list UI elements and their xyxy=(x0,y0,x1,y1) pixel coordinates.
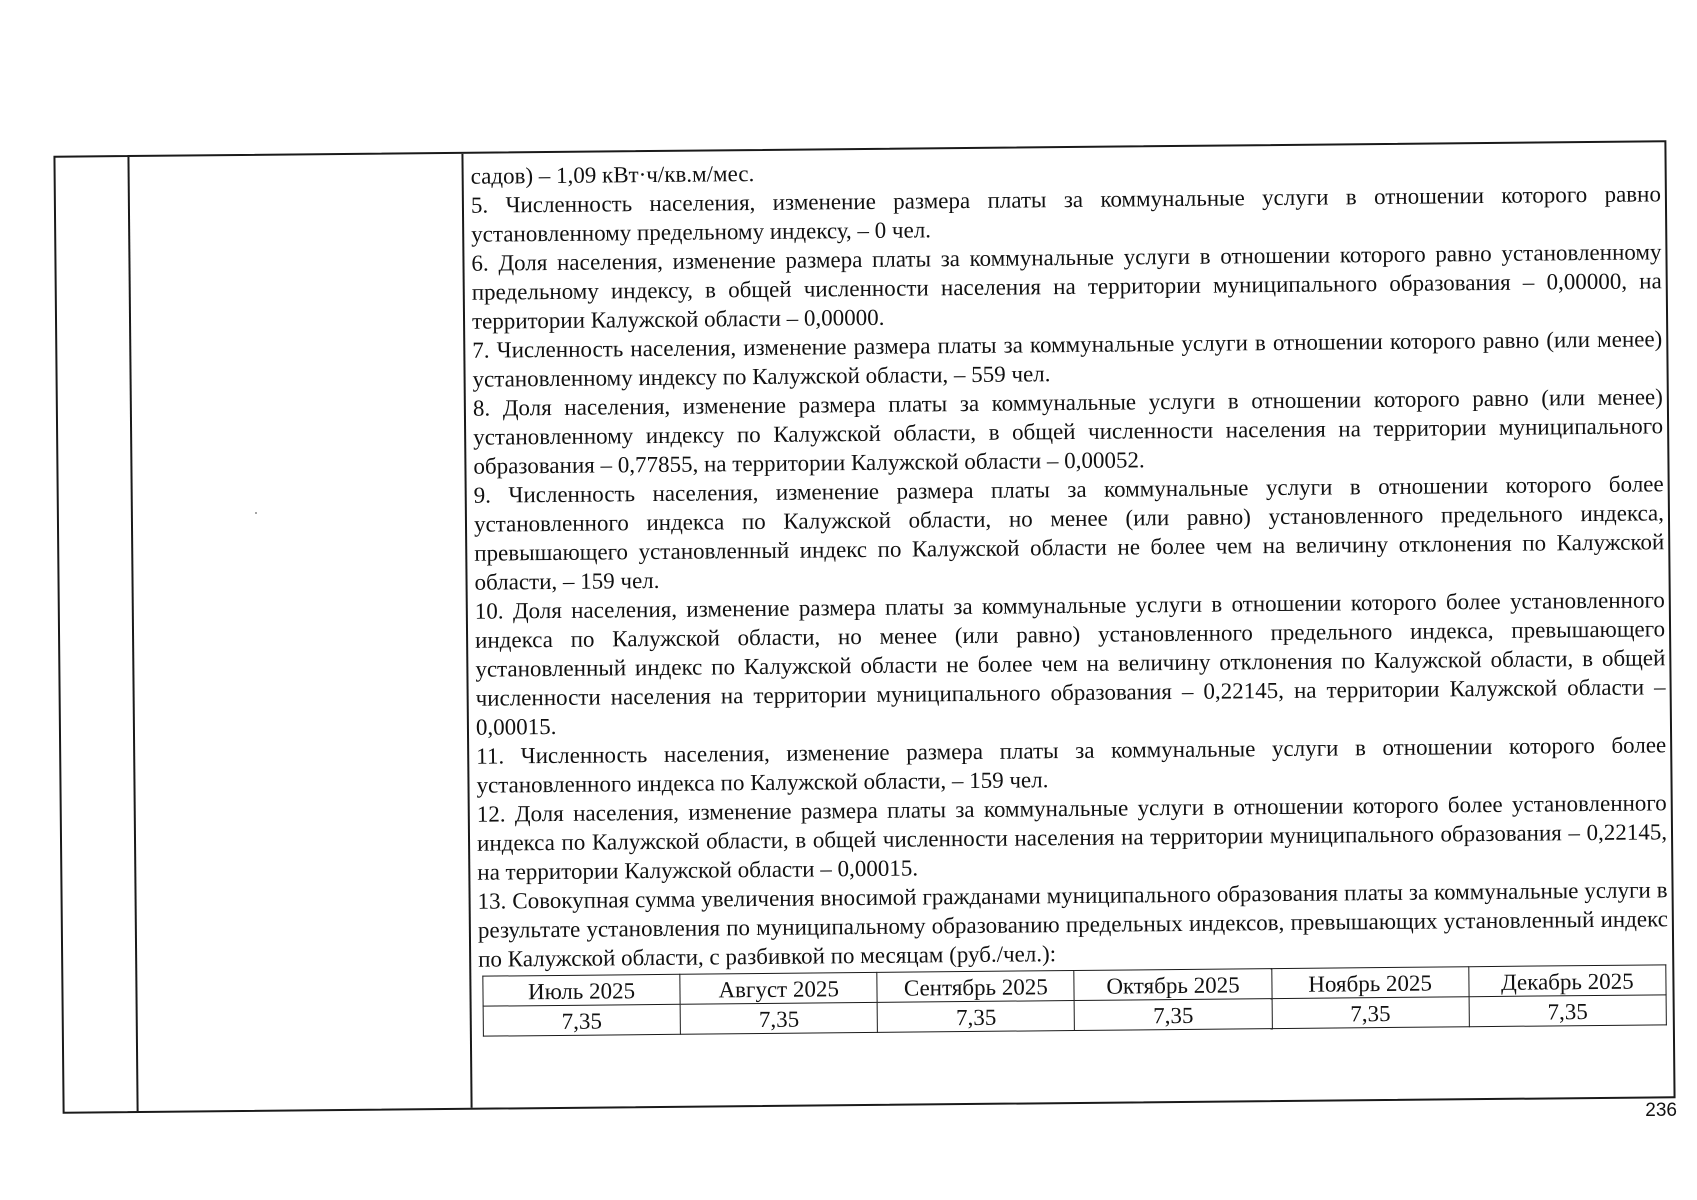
month-value: 7,35 xyxy=(877,1001,1074,1033)
paragraph-item-10: 10. Доля населения, изменение размера платы за коммунальные услуги в отношении которого более установленного индекса по Калужской области, но менее (или равно) установленного предельного индекса, превышающего установленный индекс по Калужской области не более чем на величину отклонения по Калужской области, в общей численности населения на территории муниципального образования – 0,22145, на территории Калужской области – 0,00015. xyxy=(474,587,1666,740)
column-divider-1 xyxy=(127,157,138,1111)
paragraph-item-6: 6. Доля населения, изменение размера платы за коммунальные услуги в отношении которого равно установленному предельному индексу, в общей численности населения на территории муниципального образования – 0,00000, на территории Калужской области – 0,00000. xyxy=(471,239,1662,334)
paragraph-continuation: садов) – 1,09 кВт·ч/кв.м/мес. xyxy=(470,161,755,189)
paragraph-item-12: 12. Доля населения, изменение размера платы за коммунальные услуги в отношении которого более установленного индекса по Калужской области, в общей численности населения на территории муниципального образования – 0,22145, на территории Калужской области – 0,00015. xyxy=(476,790,1668,885)
month-value: 7,35 xyxy=(1469,995,1666,1027)
month-header: Июль 2025 xyxy=(483,974,680,1006)
month-value: 7,35 xyxy=(1075,999,1272,1031)
paragraph-item-9: 9. Численность населения, изменение размера платы за коммунальные услуги в отношении которого более установленного индекса по Калужской области, но менее (или равно) установленного предельного индекса, превышающего установленный индекс по Калужской области не более чем на величину отклонения по Калужской области, – 159 чел. xyxy=(473,471,1665,595)
month-header: Октябрь 2025 xyxy=(1074,969,1271,1001)
month-header: Сентябрь 2025 xyxy=(877,971,1074,1003)
month-value: 7,35 xyxy=(1272,997,1469,1029)
paragraph-item-8: 8. Доля населения, изменение размера платы за коммунальные услуги в отношении которого равно (или менее) установленному индексу по Калужской области, в общей численности населения на территории муниципального образования – 0,77855, на территории Калужской области – 0,00052. xyxy=(472,384,1664,479)
page-number: 236 xyxy=(1645,1100,1677,1121)
scan-speck xyxy=(255,512,257,514)
paragraph-item-5: 5. Численность населения, изменение размера платы за коммунальные услуги в отношении которого равно установленному предельному индексу, – 0 чел. xyxy=(470,181,1661,247)
month-value: 7,35 xyxy=(483,1004,680,1036)
month-value: 7,35 xyxy=(680,1002,877,1034)
monthly-increase-table xyxy=(482,964,1667,1036)
month-header: Декабрь 2025 xyxy=(1469,965,1666,997)
month-header: Ноябрь 2025 xyxy=(1271,967,1468,999)
paragraph-item-11: 11. Численность населения, изменение размера платы за коммунальные услуги в отношении которого более установленного индекса по Калужской области, – 159 чел. xyxy=(476,732,1667,798)
paragraph-item-7: 7. Численность населения, изменение размера платы за коммунальные услуги в отношении которого равно (или менее) установленному индексу по Калужской области, – 559 чел. xyxy=(472,326,1663,392)
paragraph-item-13: 13. Совокупная сумма увеличения вносимой гражданами муниципального образования платы за коммунальные услуги в результате установления по муниципальному образованию предельных индексов, превышающих установленный индекс по Калужской области, с разбивкой по месяцам (руб./чел.): xyxy=(477,877,1668,972)
document-table xyxy=(53,140,1675,1113)
month-header: Август 2025 xyxy=(680,972,877,1004)
indicator-text-cell xyxy=(471,150,1669,1036)
